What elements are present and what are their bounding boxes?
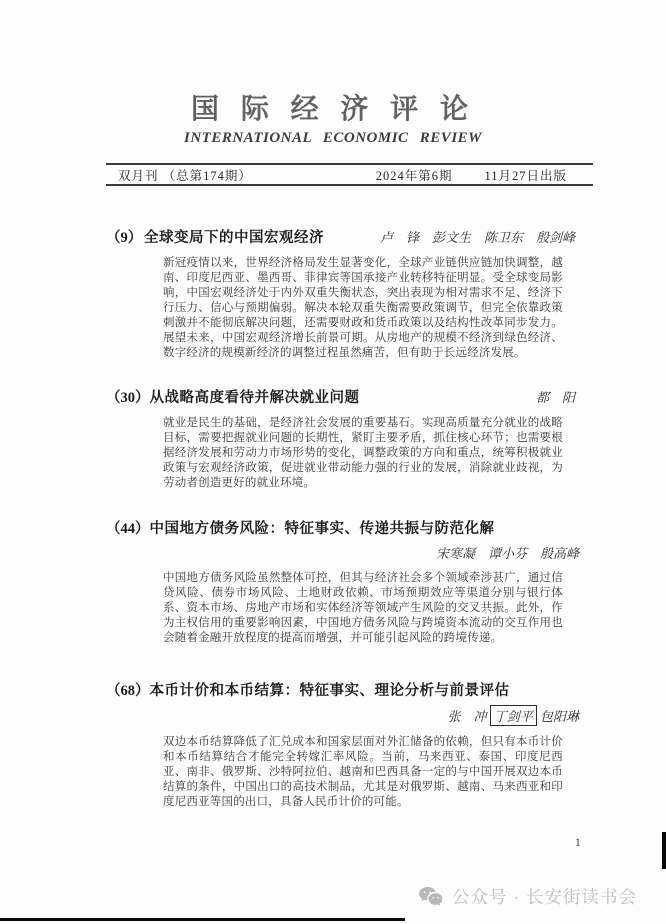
- masthead: [0, 0, 666, 147]
- article-title: 本币计价和本币结算：特征事实、理论分析与前景评估: [149, 683, 510, 699]
- watermark-text: 公众号 · 长安街读书会: [452, 887, 638, 907]
- article-abstract: 新冠疫情以来，世界经济格局发生显著变化，全球产业链供应链加快调整，越南、印度尼西亚、墨西哥、菲律宾等国承接产业转移特征明显。受全球变局影响，中国宏观经济处于内外双重失衡状态，突出表现为相对需求不足、经济下行压力、信心与预期偏弱。解决本轮双重失衡需要政策调节，但完全依靠政策刺激并不能彻底解决问题，还需要财政和货币政策以及结构性改革同步发力。展望未来，中国宏观经济增长前景可期。从房地产的规模不经济到绿色经济、数字经济的规模新经济的调整过程虽然痛苦，但有助于长远经济发展。: [163, 257, 563, 359]
- journal-title-english: INTERNATIONAL ECONOMIC REVIEW: [183, 130, 482, 146]
- article-entry-1: [106, 226, 593, 361]
- author-name: 张 冲: [447, 709, 487, 724]
- article-authors: [106, 705, 593, 726]
- article-page-number: （9）: [106, 230, 143, 246]
- article-page-number: （44）: [106, 521, 150, 537]
- wechat-icon: [418, 886, 444, 908]
- folio-page-number: 1: [575, 837, 581, 849]
- article-heading: [106, 679, 593, 700]
- scan-edge-right-mark: [662, 832, 666, 869]
- article-authors: 都 阳: [535, 390, 575, 405]
- publish-date: 11月27日出版: [484, 168, 567, 183]
- article-abstract: 就业是民生的基础，是经济社会发展的重要基石。实现高质量充分就业的战略目标，需要把握就业问题的长期性，紧盯主要矛盾，抓住核心环节；也需要根据经济发展和劳动力市场形势的变化，调整政策的方向和重点，统筹积极就业政策与宏观经济政策，促进就业带动能力强的行业的发展，消除就业歧视，为劳动者创造更好的就业环境。: [163, 417, 563, 489]
- article-heading: [106, 517, 593, 538]
- article-page-number: （30）: [106, 390, 150, 406]
- frequency-label: 双月刊 （总第174期）: [118, 168, 252, 183]
- article-authors: 卢 锋 彭文生 陈卫东 殷剑峰: [379, 230, 575, 245]
- article-abstract: 中国地方债务风险虽然整体可控，但其与经济社会多个领域牵涉甚广，通过信贷风险、债券市场风险、土地财政依赖、市场预期效应等渠道分别与银行体系、资本市场、房地产市场和实体经济等领域产生风险的交叉共振。此外，作为主权信用的重要影响因素，中国地方债务风险与跨境资本流动的交互作用也会随着金融开放程度的提高而增强，并可能引起风险的跨境传递。: [163, 572, 563, 644]
- author-name: 包阳琳: [539, 709, 579, 724]
- article-page-number: （68）: [106, 683, 150, 699]
- issue-info-bar: [106, 163, 593, 186]
- article-title: 从战略高度看待并解决就业问题: [149, 390, 360, 406]
- article-heading: [106, 226, 593, 247]
- table-of-contents: [106, 226, 593, 810]
- article-entry-4: [106, 679, 593, 810]
- journal-title-chinese: 国 际 经 济 评 论: [191, 93, 475, 124]
- article-title: 全球变局下的中国宏观经济: [144, 230, 324, 246]
- scan-edge-bottom-line: [0, 918, 405, 921]
- article-abstract: 双边本币结算降低了汇兑成本和国家层面对外汇储备的依赖，但只有本币计价和本币结算结合才能完全转嫁汇率风险。当前，马来西亚、泰国、印度尼西亚、南非、俄罗斯、沙特阿拉伯、越南和巴西具备一定的与中国开展双边本币结算的条件，中国出口的高技术制品，尤其是对俄罗斯、越南、马来西亚和印度尼西亚等国的出口，具备人民币计价的可能。: [163, 736, 563, 808]
- footer-watermark: [418, 884, 637, 909]
- article-heading: [106, 386, 593, 407]
- issue-number: 2024年第6期: [375, 168, 453, 183]
- article-entry-3: [106, 517, 593, 646]
- article-entry-2: [106, 386, 593, 491]
- article-title: 中国地方债务风险：特征事实、传递共振与防范化解: [149, 521, 495, 537]
- article-authors: 宋寒凝 谭小芬 殷高峰: [435, 546, 579, 561]
- author-name-boxed: 丁剑平: [490, 705, 537, 726]
